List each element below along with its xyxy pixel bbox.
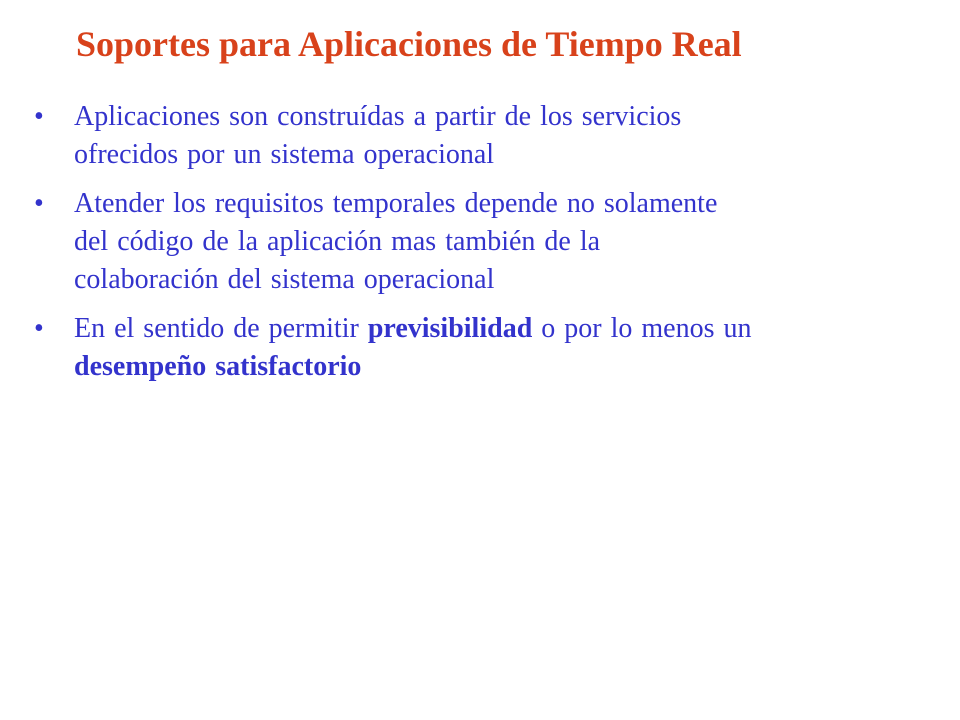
bullet-item-3 xyxy=(34,310,954,386)
slide-title: Soportes para Aplicaciones de Tiempo Real xyxy=(76,24,742,64)
bullet-marker: • xyxy=(34,313,44,344)
bullet-2-line-3: colaboración del sistema operacional xyxy=(74,264,495,295)
bullet-2-line-2: del código de la aplicación mas también de la xyxy=(74,226,601,257)
bullet-1-line-1: Aplicaciones son construídas a partir de los servicios xyxy=(74,101,682,132)
emphasis-previsibilidad: previsibilidad xyxy=(367,313,533,344)
emphasis-desempeno: desempeño satisfactorio xyxy=(74,351,362,382)
bullet-2-line-1: Atender los requisitos temporales depende no solamente xyxy=(74,188,718,219)
bullet-3-text-end: o por lo menos un xyxy=(532,313,752,344)
bullet-3-text-start: En el sentido de permitir xyxy=(74,313,368,344)
bullet-item-1 xyxy=(34,98,954,174)
bullet-item-2 xyxy=(34,185,954,299)
bullet-3-line-1 xyxy=(74,310,954,348)
bullet-list xyxy=(34,98,954,397)
bullet-1-line-2: ofrecidos por un sistema operacional xyxy=(74,139,495,170)
bullet-marker: • xyxy=(34,188,44,219)
bullet-marker: • xyxy=(34,101,44,132)
